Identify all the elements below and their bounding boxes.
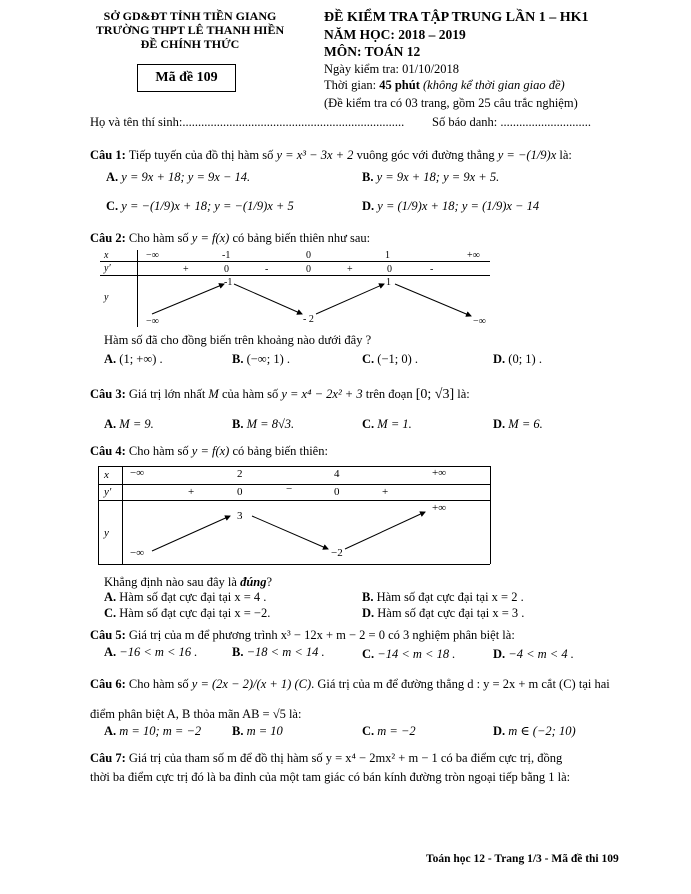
subject: MÔN: TOÁN 12 — [324, 44, 421, 59]
school-year: NĂM HỌC: 2018 – 2019 — [324, 27, 466, 42]
sign: + — [188, 486, 195, 498]
x-value: 2 — [237, 468, 243, 480]
option-d[interactable]: D. Hàm số đạt cực đại tại x = 3 . — [362, 606, 525, 620]
sign: + — [382, 486, 389, 498]
pages-note: (Đề kiểm tra có 03 trang, gồm 25 câu trắc nghiệm) — [324, 96, 578, 110]
option-d[interactable]: D. −4 < m < 4 . — [493, 647, 574, 661]
question-number: Câu 4: — [90, 444, 126, 458]
y-value: -1 — [224, 277, 233, 288]
option-a[interactable]: A. (1; +∞) . — [104, 352, 163, 366]
sign: 0 — [224, 264, 229, 275]
line-expr: y = −(1/9)x — [497, 148, 557, 162]
option-b[interactable]: B. M = 8√3. — [232, 417, 295, 431]
option-d[interactable]: D. y = (1/9)x + 18; y = (1/9)x − 14 — [362, 199, 540, 213]
option-c[interactable]: C. Hàm số đạt cực đại tại x = −2. — [104, 606, 271, 620]
option-b[interactable]: B. (−∞; 1) . — [232, 352, 290, 366]
option-c[interactable]: C. −14 < m < 18 . — [362, 647, 456, 661]
y-value: −∞ — [473, 316, 486, 327]
x-value: −∞ — [146, 250, 159, 261]
x-value: 1 — [385, 250, 390, 261]
student-name-field: Họ và tên thí sinh:....................................................................... — [90, 115, 405, 129]
x-value: +∞ — [467, 250, 480, 261]
x-value: 4 — [334, 468, 340, 480]
exam-code-box: Mã đề 109 — [137, 64, 236, 92]
x-value: +∞ — [432, 467, 447, 479]
sign: + — [347, 264, 353, 275]
question-number: Câu 3: — [90, 387, 126, 401]
sign: − — [286, 483, 293, 495]
x-value: -1 — [222, 250, 231, 261]
question-number: Câu 2: — [90, 231, 126, 245]
question-number: Câu 7: — [90, 751, 126, 765]
question-number: Câu 6: — [90, 677, 126, 691]
dept-name: SỞ GD&ĐT TỈNH TIỀN GIANG — [103, 9, 277, 23]
option-b[interactable]: B. y = 9x + 18; y = 9x + 5. — [362, 170, 500, 184]
y-value: +∞ — [432, 502, 447, 514]
y-value: 3 — [237, 510, 243, 522]
option-c[interactable]: C. y = −(1/9)x + 18; y = −(1/9)x + 5 — [106, 199, 294, 213]
x-value: 0 — [306, 250, 311, 261]
option-d[interactable]: D. m ∈ (−2; 10) — [493, 724, 576, 738]
exam-duration: Thời gian: 45 phút (không kể thời gian giao đề) — [324, 78, 565, 92]
y-value: 1 — [386, 277, 391, 288]
option-c[interactable]: C. (−1; 0) . — [362, 352, 419, 366]
question-number: Câu 5: — [90, 628, 126, 642]
school-name: TRƯỜNG THPT LÊ THANH HIỀN — [95, 23, 285, 37]
sign: 0 — [387, 264, 392, 275]
option-d[interactable]: D. (0; 1) . — [493, 352, 542, 366]
option-d[interactable]: D. M = 6. — [493, 417, 543, 431]
sign: 0 — [237, 486, 243, 498]
option-c[interactable]: C. m = −2 — [362, 724, 416, 738]
option-a[interactable]: A. y = 9x + 18; y = 9x − 14. — [106, 170, 251, 184]
y-value: - 2 — [303, 314, 314, 325]
option-a[interactable]: A. M = 9. — [104, 417, 154, 431]
question-number: Câu 1: — [90, 148, 126, 162]
official-label: ĐỀ CHÍNH THỨC — [140, 37, 240, 51]
y-value: −∞ — [146, 316, 159, 327]
page-footer: Toán học 12 - Trang 1/3 - Mã đề thi 109 — [426, 853, 619, 865]
option-a[interactable]: A. −16 < m < 16 . — [104, 645, 198, 659]
sign: + — [183, 264, 189, 275]
function-expr: y = x³ − 3x + 2 — [276, 148, 354, 162]
sign: 0 — [334, 486, 340, 498]
question-text: Hàm số đã cho đồng biến trên khoảng nào dưới đây ? — [104, 333, 372, 347]
y-value: −∞ — [130, 547, 145, 559]
option-b[interactable]: B. Hàm số đạt cực đại tại x = 2 . — [362, 590, 524, 604]
x-value: −∞ — [130, 467, 145, 479]
sign: 0 — [306, 264, 311, 275]
sign: - — [430, 264, 434, 275]
exam-date: Ngày kiểm tra: 01/10/2018 — [324, 62, 460, 76]
option-b[interactable]: B. m = 10 — [232, 724, 283, 738]
option-a[interactable]: A. Hàm số đạt cực đại tại x = 4 . — [104, 590, 267, 604]
question-text: Khẳng định nào sau đây là đúng? — [104, 575, 273, 589]
student-id-field: Số báo danh: ............................. — [432, 115, 592, 129]
exam-title: ĐỀ KIỂM TRA TẬP TRUNG LẦN 1 – HK1 — [324, 10, 589, 25]
y-value: −2 — [331, 547, 343, 559]
option-c[interactable]: C. M = 1. — [362, 417, 412, 431]
sign: - — [265, 264, 269, 275]
option-a[interactable]: A. m = 10; m = −2 — [104, 724, 202, 738]
option-b[interactable]: B. −18 < m < 14 . — [232, 645, 325, 659]
